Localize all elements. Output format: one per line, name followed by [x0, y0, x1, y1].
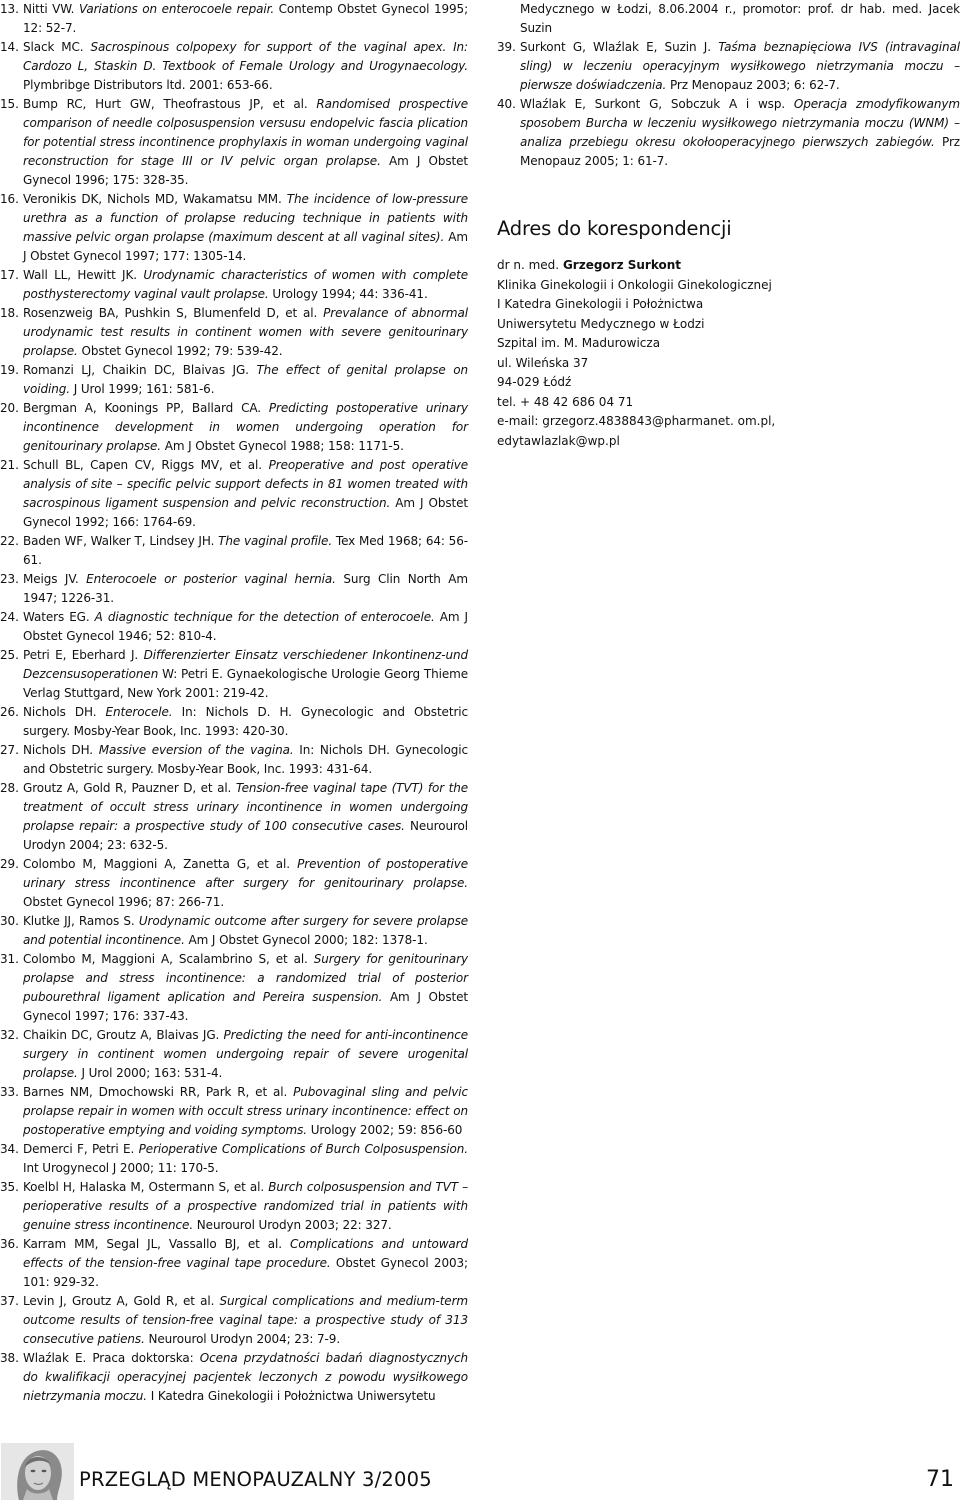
- reference-item: [0, 1292, 468, 1349]
- address-line: Uniwersytetu Medycznego w Łodzi: [497, 316, 705, 331]
- reference-number: 31.: [0, 952, 19, 966]
- reference-authors: Waters EG.: [23, 610, 90, 624]
- reference-authors: Wall LL, Hewitt JK.: [23, 268, 137, 282]
- reference-title: Differenzierter Einsatz verschiedener Inkontinenz-und Dezcensusoperationen: [23, 648, 469, 681]
- reference-number: 38.: [0, 1351, 19, 1365]
- reference-source: Plymbribge Distributors ltd. 2001: 653-66.: [23, 78, 273, 92]
- reference-item: [0, 950, 468, 1026]
- reference-source: Prz Menopauz 2003; 6: 62-7.: [669, 78, 840, 92]
- reference-title: The incidence of low-pressure urethra as a function of prolapse reducing technique in patients with massive pelvic organ prolapse (maximum descent at all vaginal sites).: [23, 192, 469, 244]
- reference-number: 14.: [0, 40, 19, 54]
- reference-title: Predicting the need for anti-incontinence surgery in continent women undergoing repair of severe urogenital prolapse.: [23, 1028, 468, 1080]
- reference-authors: Koelbl H, Halaska M, Ostermann S, et al.: [23, 1180, 265, 1194]
- reference-authors: Wlaźlak E. Praca doktorska:: [23, 1351, 194, 1365]
- reference-title: Predicting postoperative urinary incontinence development in women undergoing operation for genitourinary prolapse.: [23, 401, 469, 453]
- reference-number: 25.: [0, 648, 19, 662]
- reference-item: [0, 1349, 468, 1406]
- reference-item: [0, 1083, 468, 1140]
- reference-title: Sacrospinous colpopexy for support of the vaginal apex. In: Cardozo L, Staskin D. Textbook of Female Urology and Urogynaecology.: [23, 40, 468, 73]
- reference-authors: Groutz A, Gold R, Pauzner D, et al.: [23, 781, 232, 795]
- address-email[interactable]: edytawlazlak@wp.pl: [497, 433, 620, 448]
- reference-source: Surg Clin North Am 1947; 1226-31.: [23, 572, 468, 605]
- reference-item: [0, 912, 468, 950]
- reference-number: 19.: [0, 363, 19, 377]
- reference-title: Prevalance of abnormal urodynamic test results in continent women with severe genitourinary prolapse.: [23, 306, 468, 358]
- reference-authors: Nichols DH.: [23, 743, 93, 757]
- reference-authors: Nitti VW.: [23, 2, 75, 16]
- reference-source: Int Urogynecol J 2000; 11: 170-5.: [23, 1161, 219, 1175]
- reference-title: Surgical complications and medium-term outcome results of tension-free vaginal tape: a prospective study of 313 consecutive patiens.: [23, 1294, 469, 1346]
- reference-title: Operacja zmodyfikowanym sposobem Burcha w leczeniu wysiłkowego nietrzymania moczu (WNM) – analiza przebiegu okresu okołooperacyjnego pierwszych zabiegów.: [520, 97, 960, 149]
- reference-item: [497, 38, 960, 95]
- reference-item: [0, 855, 468, 912]
- address-line: Szpital im. M. Madurowicza: [497, 336, 661, 350]
- reference-title: Enterocoele or posterior vaginal hernia.: [86, 572, 336, 586]
- reference-item: [0, 741, 468, 779]
- reference-source: Contemp Obstet Gynecol 1995; 12: 52-7.: [23, 2, 469, 35]
- reference-number: 23.: [0, 572, 19, 586]
- reference-item: [0, 304, 468, 361]
- reference-authors: Petri E, Eberhard J.: [23, 648, 139, 662]
- correspondence-name-line: [497, 256, 775, 276]
- reference-title: The effect of genital prolapse on voiding.: [23, 363, 468, 396]
- reference-authors: Karram MM, Segal JL, Vassallo BJ, et al.: [23, 1237, 282, 1251]
- reference-number: 18.: [0, 306, 19, 320]
- reference-authors: Colombo M, Maggioni A, Scalambrino S, et al.: [23, 952, 308, 966]
- reference-source: Am J Obstet Gynecol 1946; 52: 810-4.: [23, 610, 468, 643]
- reference-source: W: Petri E. Gynaekologische Urologie Georg Thieme Verlag Stuttgard, New York 2001: 219-42.: [23, 667, 468, 700]
- reference-authors: Nichols DH.: [23, 705, 97, 719]
- reference-title: Surgery for genitourinary prolapse and stress incontinence: a randomized trial of posterior pubourethral ligament aplication and Pereira suspension.: [23, 952, 468, 1004]
- reference-number: 32.: [0, 1028, 19, 1042]
- reference-title: Perioperative Complications of Burch Colposuspension.: [138, 1142, 468, 1156]
- address-email[interactable]: e-mail: grzegorz.4838843@pharmanet. om.pl,: [497, 414, 776, 428]
- reference-number: 13.: [0, 2, 19, 16]
- reference-authors: Colombo M, Maggioni A, Zanetta G, et al.: [23, 857, 291, 871]
- reference-authors: Demerci F, Petri E.: [23, 1142, 135, 1156]
- reference-source: Tex Med 1968; 64: 56-61.: [23, 534, 468, 567]
- page-number: 71: [926, 1467, 954, 1492]
- reference-source: Neurourol Urodyn 2004; 23: 632-5.: [23, 819, 468, 852]
- reference-source: In: Nichols DH. Gynecologic and Obstetric surgery. Mosby-Year Book, Inc. 1993: 431-64.: [23, 743, 469, 776]
- address-line: Klinika Ginekologii i Onkologii Ginekologicznej: [497, 277, 772, 292]
- reference-list-right: [497, 38, 960, 171]
- reference-number: 30.: [0, 914, 19, 928]
- reference-number: 20.: [0, 401, 19, 415]
- reference-number: 37.: [0, 1294, 19, 1308]
- reference-title: Randomised prospective comparison of needle colposuspension versusu endopelvic fascia plication for potential stress incontinence prophylaxis in woman undergoing vaginal reconstruction for stage III or IV pelvic organ prolapse.: [23, 97, 468, 168]
- reference-number: 40.: [497, 97, 516, 111]
- reference-item: [0, 1235, 468, 1292]
- reference-number: 35.: [0, 1180, 19, 1194]
- reference-item: [0, 95, 468, 190]
- address-line: 94-029 Łódź: [497, 375, 572, 389]
- reference-authors: Baden WF, Walker T, Lindsey JH.: [23, 534, 215, 548]
- correspondence-address: [497, 256, 775, 451]
- reference-number: 27.: [0, 743, 19, 757]
- reference-title: Urodynamic outcome after surgery for severe prolapse and potential incontinence.: [23, 914, 469, 947]
- reference-number: 17.: [0, 268, 19, 282]
- reference-item: [0, 1140, 468, 1178]
- reference-item: [0, 361, 468, 399]
- reference-authors: Meigs JV.: [23, 572, 79, 586]
- reference-number: 29.: [0, 857, 19, 871]
- reference-authors: Barnes NM, Dmochowski RR, Park R, et al.: [23, 1085, 288, 1099]
- reference-title: Urodynamic characteristics of women with complete posthysterectomy vaginal vault prolapse.: [23, 268, 468, 301]
- reference-source: I Katedra Ginekologii i Położnictwa Uniwersytetu: [150, 1389, 436, 1403]
- reference-source: Prz Menopauz 2005; 1: 61-7.: [520, 135, 960, 168]
- reference-authors: Klutke JJ, Ramos S.: [23, 914, 135, 928]
- correspondence-heading: Adres do korespondencji: [497, 217, 732, 240]
- reference-title: Taśma beznapięciowa IVS (intravaginal sling) w leczeniu operacyjnym wysiłkowego nietrzymania moczu – pierwsze doświadczenia.: [520, 40, 960, 92]
- reference-number: 34.: [0, 1142, 19, 1156]
- reference-source: Neurourol Urodyn 2003; 22: 327.: [196, 1218, 392, 1232]
- reference-item: [0, 1026, 468, 1083]
- reference-authors: Bump RC, Hurt GW, Theofrastous JP, et al.: [23, 97, 308, 111]
- reference-number: 22.: [0, 534, 19, 548]
- reference-item: [0, 1178, 468, 1235]
- reference-number: 21.: [0, 458, 19, 472]
- correspondence-title-prefix: dr n. med.: [497, 258, 560, 272]
- reference-item: [497, 95, 960, 171]
- reference-title: Prevention of postoperative urinary stress incontinence after surgery for genitourinary prolapse.: [23, 857, 468, 890]
- reference-list-left: [0, 0, 468, 1406]
- reference-item: [0, 532, 468, 570]
- reference-item: [0, 703, 468, 741]
- reference-number: 28.: [0, 781, 19, 795]
- reference-title: Complications and untoward effects of the tension-free vaginal tape procedure.: [23, 1237, 469, 1270]
- reference-item: [0, 190, 468, 266]
- reference-authors: Veronikis DK, Nichols MD, Wakamatsu MM.: [23, 192, 282, 206]
- reference-authors: Schull BL, Capen CV, Riggs MV, et al.: [23, 458, 262, 472]
- reference-number: 26.: [0, 705, 19, 719]
- reference-source: J Urol 2000; 163: 531-4.: [81, 1066, 223, 1080]
- reference-title: Enterocele.: [105, 705, 173, 719]
- correspondence-name: Grzegorz Surkont: [562, 258, 682, 272]
- reference-title: A diagnostic technique for the detection of enterocoele.: [94, 610, 435, 624]
- reference-source: Neurourol Urodyn 2004; 23: 7-9.: [148, 1332, 341, 1346]
- reference-number: 24.: [0, 610, 19, 624]
- reference-source: Obstet Gynecol 2003; 101: 929-32.: [23, 1256, 468, 1289]
- reference-source: In: Nichols D. H. Gynecologic and Obstetric surgery. Mosby-Year Book, Inc. 1993: 420-30.: [23, 705, 469, 738]
- reference-source: Am J Obstet Gynecol 1997; 177: 1305-14.: [23, 230, 468, 263]
- reference-number: 15.: [0, 97, 19, 111]
- reference-authors: Chaikin DC, Groutz A, Blaivas JG.: [23, 1028, 220, 1042]
- reference-authors: Levin J, Groutz A, Gold R, et al.: [23, 1294, 215, 1308]
- reference-authors: Romanzi LJ, Chaikin DC, Blaivas JG.: [23, 363, 249, 377]
- reference-item: [0, 266, 468, 304]
- reference-source: Am J Obstet Gynecol 2000; 182: 1378-1.: [188, 933, 428, 947]
- reference-source: Obstet Gynecol 1996; 87: 266-71.: [23, 895, 225, 909]
- reference-title: Preoperative and post operative analysis of site – specific pelvic support defects in 81 women treated with sacrospinous ligament suspension and pelvic reconstruction.: [23, 458, 468, 510]
- reference-continuation: Medycznego w Łodzi, 8.06.2004 r., promotor: prof. dr hab. med. Jacek Suzin: [520, 2, 960, 35]
- reference-item: [0, 0, 468, 38]
- reference-authors: Wlaźlak E, Surkont G, Sobczuk A i wsp.: [520, 97, 786, 111]
- address-line: I Katedra Ginekologii i Położnictwa: [497, 297, 704, 311]
- reference-number: 33.: [0, 1085, 19, 1099]
- reference-title: Pubovaginal sling and pelvic prolapse repair in women with occult stress urinary incontinence: effect on postoperative emptying and voiding symptoms.: [23, 1085, 469, 1137]
- reference-source: Am J Obstet Gynecol 1988; 158: 1171-5.: [164, 439, 404, 453]
- reference-source: Am J Obstet Gynecol 1997; 176: 337-43.: [23, 990, 468, 1023]
- reference-authors: Bergman A, Koonings PP, Ballard CA.: [23, 401, 261, 415]
- reference-number: 36.: [0, 1237, 19, 1251]
- reference-item: [0, 399, 468, 456]
- reference-number: 39.: [497, 40, 516, 54]
- reference-title: Tension-free vaginal tape (TVT) for the treatment of occult stress urinary incontinence in women undergoing prolapse repair: a prospective study of 100 consecutive cases.: [23, 781, 469, 833]
- reference-item: [0, 646, 468, 703]
- reference-item: [0, 38, 468, 95]
- portrait-image: [1, 1443, 74, 1500]
- right-column: [497, 0, 960, 460]
- reference-item: [0, 608, 468, 646]
- address-line: ul. Wileńska 37: [497, 355, 589, 370]
- reference-source: Obstet Gynecol 1992; 79: 539-42.: [81, 344, 283, 358]
- reference-source: Urology 2002; 59: 856-60: [310, 1123, 463, 1137]
- reference-title: Burch colposuspension and TVT – perioperative results of a prospective randomized trial in patients with genuine stress incontinence.: [23, 1180, 469, 1232]
- reference-title: Massive eversion of the vagina.: [98, 743, 294, 757]
- reference-authors: Surkont G, Wlaźlak E, Suzin J.: [520, 40, 711, 54]
- reference-source: J Urol 1999; 161: 581-6.: [73, 382, 215, 396]
- reference-item: [0, 456, 468, 532]
- reference-number: 16.: [0, 192, 19, 206]
- reference-authors: Rosenzweig BA, Pushkin S, Blumenfeld D, et al.: [23, 306, 318, 320]
- author-photo: [1, 1443, 74, 1500]
- address-phone: tel. + 48 42 686 04 71: [497, 394, 634, 409]
- reference-authors: Slack MC.: [23, 40, 84, 54]
- reference-source: Am J Obstet Gynecol 1992; 166: 1764-69.: [23, 496, 468, 529]
- reference-title: Variations on enterocoele repair.: [78, 2, 275, 16]
- reference-source: Urology 1994; 44: 336-41.: [272, 287, 428, 301]
- reference-title: Ocena przydatności badań diagnostycznych do kwalifikacji operacyjnej pacjentek leczonych z powodu wysiłkowego nietrzymania moczu.: [23, 1351, 469, 1403]
- reference-source: Am J Obstet Gynecol 1996; 175: 328-35.: [23, 154, 469, 187]
- reference-item: [0, 570, 468, 608]
- journal-title: PRZEGLĄD MENOPAUZALNY 3/2005: [79, 1468, 432, 1491]
- left-column: [0, 0, 468, 1406]
- reference-title: The vaginal profile.: [218, 534, 333, 548]
- reference-item: [0, 779, 468, 855]
